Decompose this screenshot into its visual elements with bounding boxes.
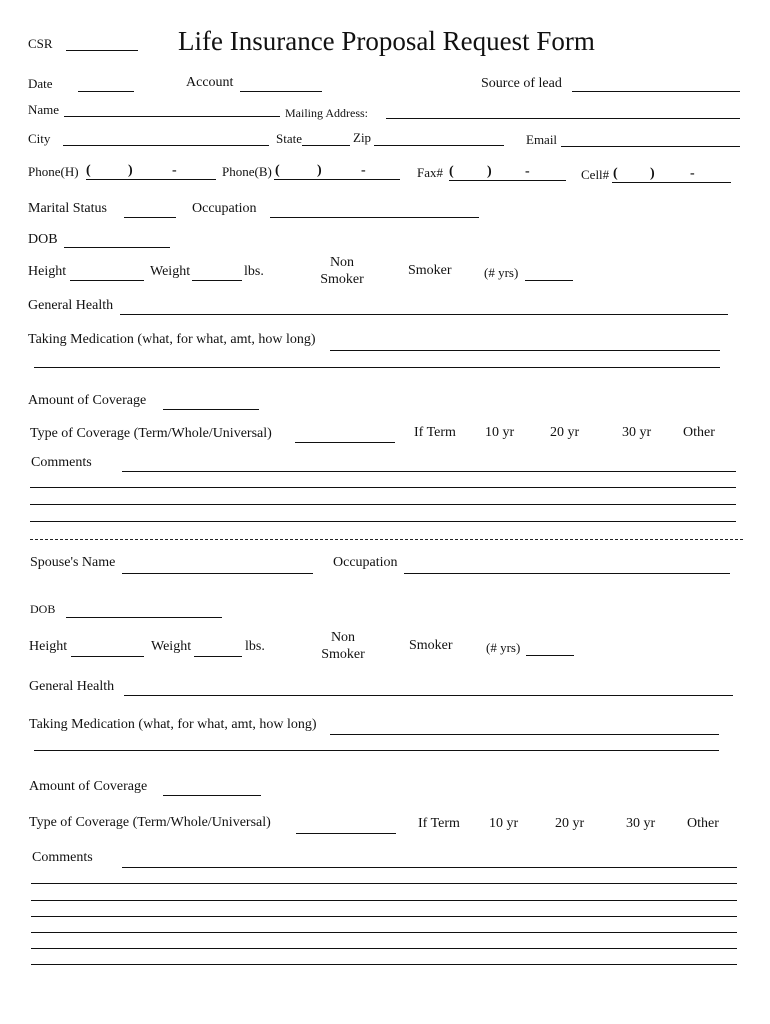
cell-open-paren: ( [613,166,618,181]
spouse-comments-field-line1[interactable] [122,867,737,868]
spouse-weight-label: Weight [151,639,192,654]
comments-field-line4[interactable] [30,521,736,522]
spouse-height-field[interactable] [71,656,144,657]
spouse-weight-field[interactable] [194,656,242,657]
spouse-dob-field[interactable] [66,617,222,618]
phone-business-field[interactable] [274,179,400,180]
height-field[interactable] [70,280,144,281]
email-field[interactable] [561,146,740,147]
comments-field-line2[interactable] [30,487,736,488]
spouse-taking-medication-field-line2[interactable] [34,750,719,751]
spouse-type-of-coverage-field[interactable] [296,833,396,834]
occupation-label: Occupation [192,201,257,216]
spouse-non-smoker-option-line1[interactable]: Non [330,630,356,645]
type-of-coverage-field[interactable] [295,442,395,443]
taking-medication-label: Taking Medication (what, for what, amt, how long) [28,332,316,347]
weight-field[interactable] [192,280,242,281]
phone-business-label: Phone(B) [222,164,272,179]
spouse-type-of-coverage-label: Type of Coverage (Term/Whole/Universal) [29,815,271,830]
spouse-dob-label: DOB [30,602,56,616]
spouse-comments-field-line7[interactable] [31,964,737,965]
spouse-comments-field-line2[interactable] [31,883,737,884]
section-divider [30,539,743,540]
smoker-option[interactable]: Smoker [408,263,452,278]
page-title: Life Insurance Proposal Request Form [178,26,595,56]
csr-label: CSR [28,36,53,51]
term-10-yr-option[interactable]: 10 yr [485,425,515,440]
spouse-smoker-years-label: (# yrs) [486,640,521,655]
spouse-taking-medication-field[interactable] [330,734,719,735]
date-label: Date [28,76,53,91]
spouse-name-field[interactable] [122,573,313,574]
spouse-comments-label: Comments [32,850,93,865]
zip-field[interactable] [374,145,504,146]
weight-label: Weight [150,264,191,279]
phone-business-close-paren: ) [317,163,322,178]
general-health-field[interactable] [120,314,728,315]
name-field[interactable] [64,116,280,117]
mailing-address-field[interactable] [386,118,740,119]
taking-medication-field[interactable] [330,350,720,351]
spouse-comments-field-line4[interactable] [31,916,737,917]
term-30-yr-option[interactable]: 30 yr [622,425,652,440]
spouse-comments-field-line3[interactable] [31,900,737,901]
email-label: Email [526,132,558,147]
general-health-label: General Health [28,298,114,313]
state-label: State [276,131,302,146]
term-20-yr-option[interactable]: 20 yr [550,425,580,440]
phone-home-open-paren: ( [86,163,91,178]
cell-close-paren: ) [650,166,655,181]
source-of-lead-field[interactable] [572,91,740,92]
source-of-lead-label: Source of lead [481,76,562,91]
spouse-occupation-field[interactable] [404,573,730,574]
zip-label: Zip [353,130,372,145]
spouse-term-other-option[interactable]: Other [687,816,719,831]
city-label: City [28,131,51,146]
spouse-occupation-label: Occupation [333,555,398,570]
phone-business-open-paren: ( [275,163,280,178]
date-field[interactable] [78,91,134,92]
spouse-general-health-field[interactable] [124,695,733,696]
spouse-non-smoker-option-line2[interactable]: Smoker [321,647,365,662]
comments-field-line3[interactable] [30,504,736,505]
non-smoker-option-line1[interactable]: Non [329,255,355,270]
phone-home-label: Phone(H) [28,164,79,179]
comments-field-line1[interactable] [122,471,736,472]
fax-field[interactable] [449,180,566,181]
lbs-label: lbs. [244,264,264,279]
dob-field[interactable] [64,247,170,248]
smoker-years-field[interactable] [525,280,573,281]
cell-hyphen: - [690,166,695,181]
occupation-field[interactable] [270,217,479,218]
amount-of-coverage-label: Amount of Coverage [28,393,147,408]
spouse-smoker-years-field[interactable] [526,655,574,656]
term-other-option[interactable]: Other [683,425,715,440]
spouse-height-label: Height [29,639,68,654]
if-term-label: If Term [414,425,456,440]
dob-label: DOB [28,232,58,247]
type-of-coverage-label: Type of Coverage (Term/Whole/Universal) [30,426,272,441]
spouse-smoker-option[interactable]: Smoker [409,638,453,653]
fax-close-paren: ) [487,164,492,179]
account-label: Account [186,75,234,90]
non-smoker-option-line2[interactable]: Smoker [320,272,364,287]
spouse-if-term-label: If Term [418,816,460,831]
spouse-comments-field-line6[interactable] [31,948,737,949]
state-field[interactable] [302,145,350,146]
phone-business-hyphen: - [361,163,366,178]
marital-status-field[interactable] [124,217,176,218]
spouse-term-10-yr-option[interactable]: 10 yr [489,816,519,831]
smoker-years-label: (# yrs) [484,265,519,280]
spouse-comments-field-line5[interactable] [31,932,737,933]
spouse-general-health-label: General Health [29,679,115,694]
spouse-name-label: Spouse's Name [30,555,116,570]
fax-label: Fax# [417,165,443,180]
spouse-amount-of-coverage-label: Amount of Coverage [29,779,148,794]
csr-field[interactable] [66,50,138,51]
marital-status-label: Marital Status [28,201,107,216]
cell-label: Cell# [581,167,610,182]
fax-open-paren: ( [449,164,454,179]
mailing-address-label: Mailing Address: [285,106,368,120]
cell-field[interactable] [612,182,731,183]
spouse-amount-of-coverage-field[interactable] [163,795,261,796]
phone-home-close-paren: ) [128,163,133,178]
height-label: Height [28,264,67,279]
spouse-term-20-yr-option[interactable]: 20 yr [555,816,585,831]
phone-home-field[interactable] [86,179,216,180]
fax-hyphen: - [525,164,530,179]
spouse-taking-medication-label: Taking Medication (what, for what, amt, how long) [29,717,317,732]
amount-of-coverage-field[interactable] [163,409,259,410]
name-label: Name [28,102,60,117]
spouse-lbs-label: lbs. [245,639,265,654]
spouse-term-30-yr-option[interactable]: 30 yr [626,816,656,831]
taking-medication-field-line2[interactable] [34,367,720,368]
account-field[interactable] [240,91,322,92]
phone-home-hyphen: - [172,163,177,178]
city-field[interactable] [63,145,269,146]
comments-label: Comments [31,455,92,470]
